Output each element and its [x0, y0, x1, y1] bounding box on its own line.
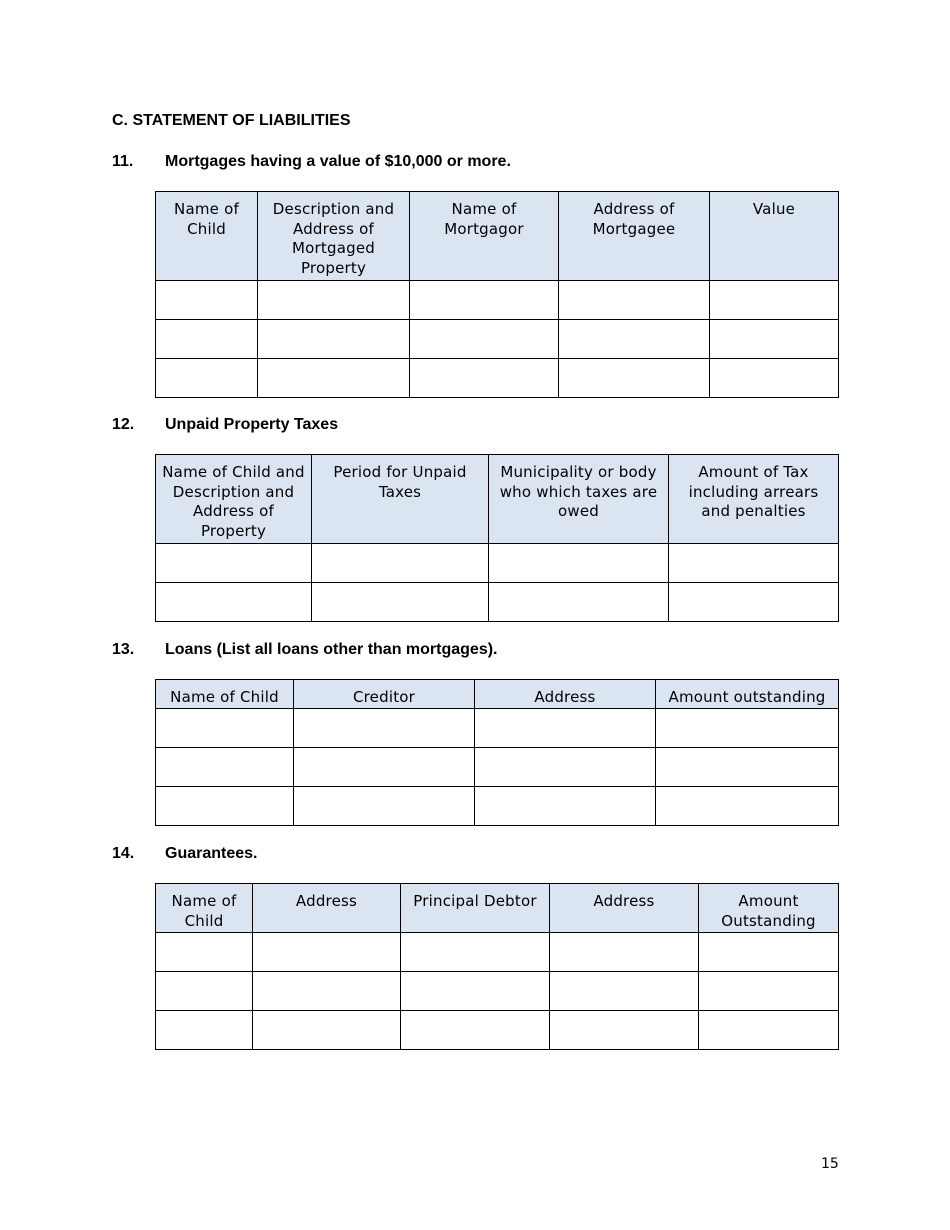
column-header: Value [710, 192, 839, 281]
form-cell[interactable] [550, 1011, 699, 1050]
form-cell[interactable] [475, 709, 656, 748]
column-header: Name of Child [156, 192, 258, 281]
form-cell[interactable] [156, 1011, 253, 1050]
loans-table [155, 679, 839, 826]
form-cell[interactable] [656, 709, 839, 748]
form-cell[interactable] [258, 281, 410, 320]
form-cell[interactable] [294, 709, 475, 748]
form-cell[interactable] [559, 359, 710, 398]
column-header: Amount outstanding [656, 680, 839, 709]
table-row [156, 583, 839, 622]
form-cell[interactable] [253, 972, 401, 1011]
column-header: Amount Outstanding [699, 884, 839, 933]
form-cell[interactable] [475, 787, 656, 826]
column-header: Municipality or body who which taxes are owed [489, 455, 669, 544]
form-cell[interactable] [410, 359, 559, 398]
section-title: C. STATEMENT OF LIABILITIES [112, 112, 351, 129]
question-14-number: 14. [112, 845, 135, 862]
form-cell[interactable] [489, 544, 669, 583]
form-cell[interactable] [294, 787, 475, 826]
form-cell[interactable] [156, 583, 312, 622]
form-cell[interactable] [156, 748, 294, 787]
table-row [156, 787, 839, 826]
form-cell[interactable] [401, 972, 550, 1011]
form-cell[interactable] [253, 933, 401, 972]
form-cell[interactable] [656, 787, 839, 826]
form-cell[interactable] [550, 933, 699, 972]
mortgages-table [155, 191, 839, 398]
form-cell[interactable] [258, 320, 410, 359]
column-header: Address [550, 884, 699, 933]
table-row [156, 544, 839, 583]
table-row [156, 748, 839, 787]
form-cell[interactable] [550, 972, 699, 1011]
form-cell[interactable] [669, 583, 839, 622]
form-cell[interactable] [410, 281, 559, 320]
question-14-title: Guarantees. [165, 845, 258, 862]
form-cell[interactable] [699, 972, 839, 1011]
column-header: Description and Address of Mortgaged Property [258, 192, 410, 281]
form-cell[interactable] [156, 359, 258, 398]
form-cell[interactable] [710, 359, 839, 398]
form-cell[interactable] [410, 320, 559, 359]
column-header: Address of Mortgagee [559, 192, 710, 281]
form-cell[interactable] [156, 972, 253, 1011]
question-12-number: 12. [112, 416, 135, 433]
unpaid-property-taxes-table [155, 454, 839, 622]
table-row [156, 933, 839, 972]
form-cell[interactable] [699, 1011, 839, 1050]
form-cell[interactable] [294, 748, 475, 787]
form-cell[interactable] [475, 748, 656, 787]
question-11-number: 11. [112, 153, 134, 170]
form-cell[interactable] [156, 544, 312, 583]
form-cell[interactable] [258, 359, 410, 398]
form-cell[interactable] [669, 544, 839, 583]
form-cell[interactable] [559, 281, 710, 320]
column-header: Creditor [294, 680, 475, 709]
table-row [156, 359, 839, 398]
question-13-title: Loans (List all loans other than mortgages). [165, 641, 498, 658]
column-header: Principal Debtor [401, 884, 550, 933]
table-row [156, 709, 839, 748]
column-header: Name of Mortgagor [410, 192, 559, 281]
form-cell[interactable] [710, 281, 839, 320]
column-header: Name of Child and Description and Address of Property [156, 455, 312, 544]
form-cell[interactable] [156, 709, 294, 748]
question-12-title: Unpaid Property Taxes [165, 416, 339, 433]
column-header: Address [475, 680, 656, 709]
question-13-number: 13. [112, 641, 135, 658]
form-cell[interactable] [312, 583, 489, 622]
form-cell[interactable] [699, 933, 839, 972]
form-cell[interactable] [559, 320, 710, 359]
table-row [156, 281, 839, 320]
question-11-title: Mortgages having a value of $10,000 or more. [165, 153, 511, 170]
column-header: Amount of Tax including arrears and penalties [669, 455, 839, 544]
form-cell[interactable] [489, 583, 669, 622]
form-cell[interactable] [156, 933, 253, 972]
form-cell[interactable] [156, 787, 294, 826]
table-row [156, 972, 839, 1011]
table-row [156, 320, 839, 359]
form-cell[interactable] [253, 1011, 401, 1050]
form-cell[interactable] [156, 281, 258, 320]
page-number: 15 [821, 1156, 839, 1172]
form-cell[interactable] [710, 320, 839, 359]
form-cell[interactable] [312, 544, 489, 583]
column-header: Period for Unpaid Taxes [312, 455, 489, 544]
column-header: Address [253, 884, 401, 933]
form-cell[interactable] [401, 1011, 550, 1050]
guarantees-table [155, 883, 839, 1050]
column-header: Name of Child [156, 884, 253, 933]
form-cell[interactable] [156, 320, 258, 359]
form-cell[interactable] [401, 933, 550, 972]
table-row [156, 1011, 839, 1050]
form-cell[interactable] [656, 748, 839, 787]
column-header: Name of Child [156, 680, 294, 709]
